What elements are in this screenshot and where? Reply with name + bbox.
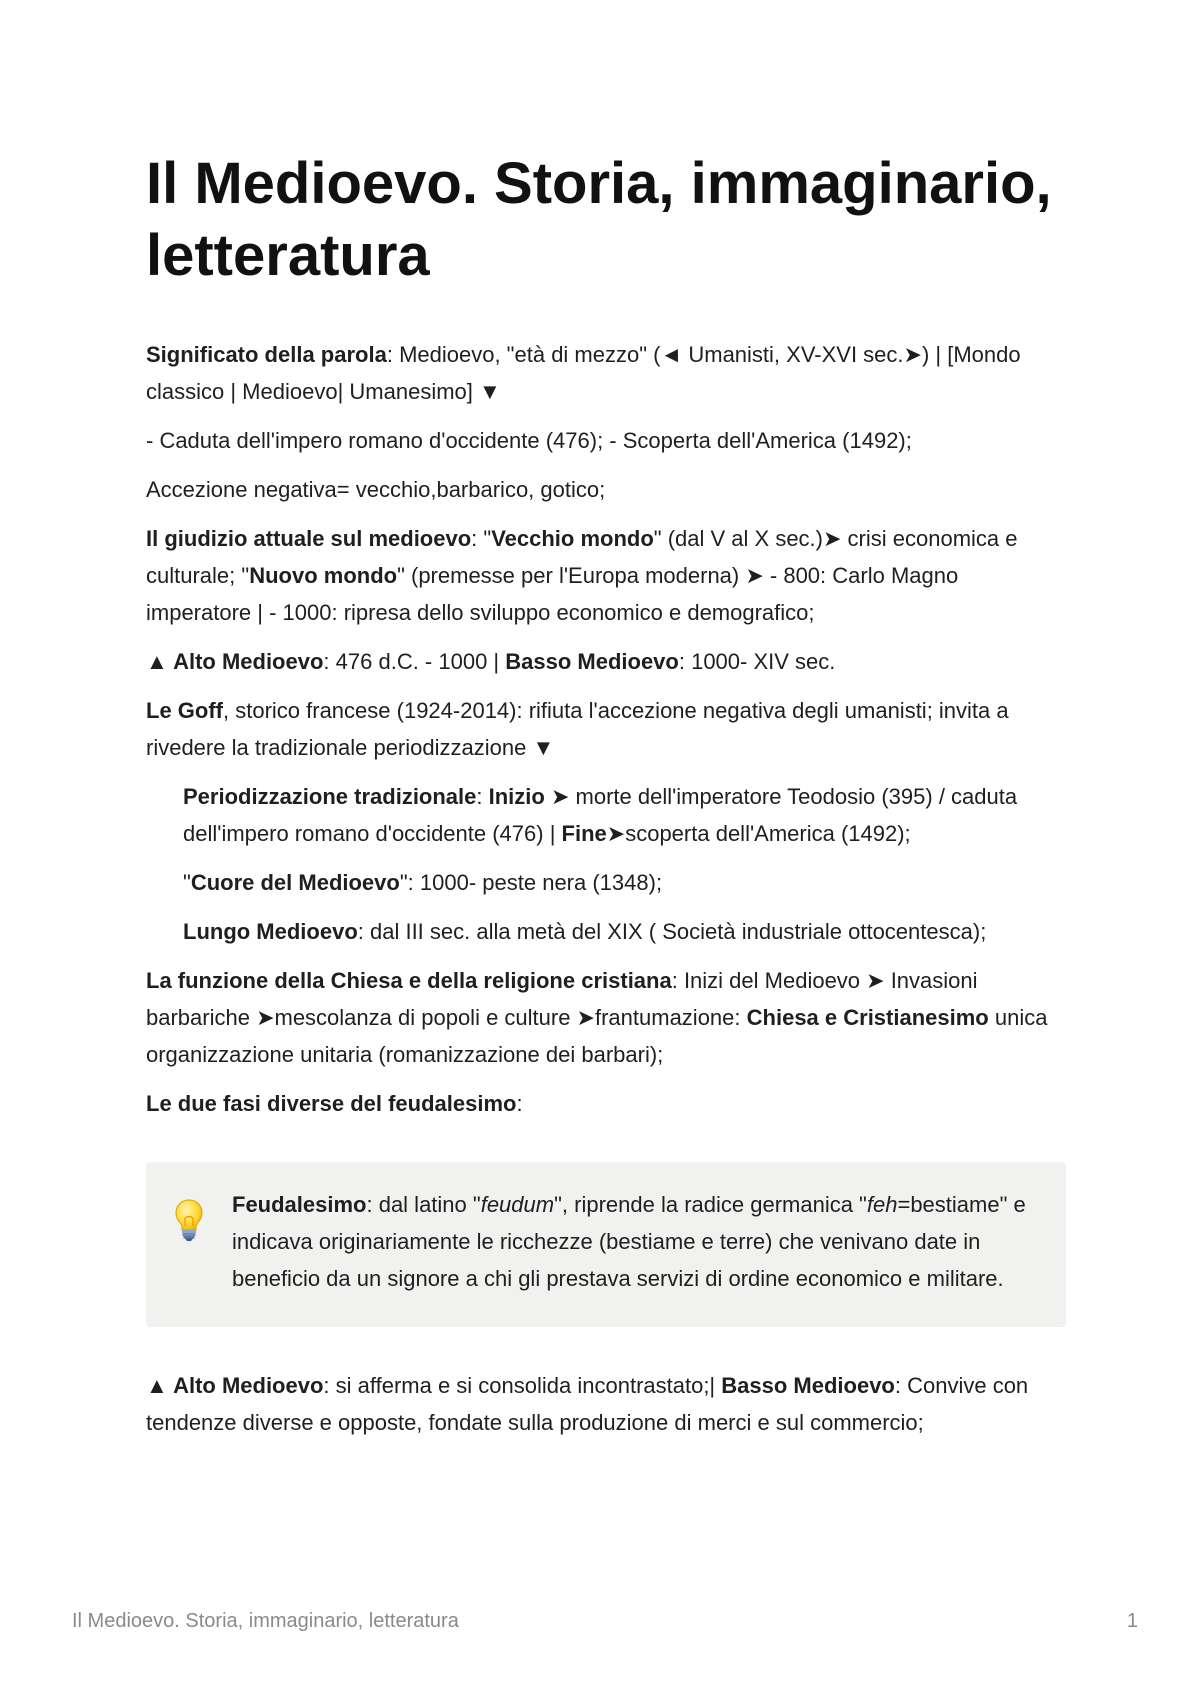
paragraph-periodizzazione	[146, 778, 1066, 852]
italic-term: feudum	[480, 1192, 555, 1217]
text: : dal latino "	[366, 1192, 481, 1217]
paragraph-significato	[146, 336, 1066, 410]
italic-term: feh	[866, 1192, 898, 1217]
callout-feudalesimo	[146, 1162, 1066, 1327]
text: " (dal V al X sec.)➤ crisi economica e culturale; "	[146, 526, 1018, 588]
bold-term: Inizio	[488, 784, 545, 809]
bold-term: Vecchio mondo	[491, 526, 654, 551]
paragraph-date-limite: - Caduta dell'impero romano d'occidente (476); - Scoperta dell'America (1492);	[146, 428, 912, 453]
bold-term: ▲ Alto Medioevo	[146, 1373, 324, 1398]
text: ", riprende la radice germanica "	[554, 1192, 867, 1217]
bold-term: Nuovo mondo	[249, 563, 398, 588]
paragraph-giudizio	[146, 520, 1066, 631]
bold-term: Il giudizio attuale sul medioevo	[146, 526, 472, 551]
text: ": 1000- peste nera (1348);	[399, 870, 663, 895]
bold-term: Le Goff	[146, 698, 223, 723]
paragraph-cuore	[146, 864, 1066, 901]
text: : "	[471, 526, 492, 551]
document-body	[146, 336, 1066, 1453]
text: " (premesse per l'Europa moderna) ➤ - 800: Carlo Magno imperatore | - 1000: ripresa dello sviluppo economico e demografico;	[146, 563, 959, 625]
bold-term: Lungo Medioevo	[183, 919, 358, 944]
paragraph-chiesa	[146, 962, 1066, 1073]
bold-term: La funzione della Chiesa e della religione cristiana	[146, 968, 672, 993]
paragraph-alto-basso	[146, 643, 1066, 680]
text: : 1000- XIV sec.	[678, 649, 836, 674]
text: =bestiame" e indicava originariamente le ricchezze (bestiame e terre) che venivano date in beneficio da un signore a chi gli prestava servizi di ordine economico e militare.	[232, 1192, 1026, 1291]
paragraph-accezione: Accezione negativa= vecchio,barbarico, gotico;	[146, 477, 606, 502]
bold-term: Chiesa e Cristianesimo	[746, 1005, 989, 1030]
text: : Inizi del Medioevo ➤ Invasioni barbariche ➤mescolanza di popoli e culture ➤frantumazione:	[146, 968, 978, 1030]
bold-term: Basso Medioevo	[505, 649, 679, 674]
text: "	[183, 870, 191, 895]
paragraph-fasi	[146, 1367, 1066, 1441]
paragraph-le-goff	[146, 692, 1066, 766]
page-number: 1	[1126, 1610, 1138, 1632]
text: , storico francese (1924-2014): rifiuta l'accezione negativa degli umanisti; invita a rivedere la tradizionale periodizzazione ▼	[146, 698, 1009, 760]
bold-term: Basso Medioevo	[721, 1373, 895, 1398]
bold-term: Fine	[561, 821, 607, 846]
text: : 476 d.C. - 1000 |	[323, 649, 506, 674]
callout-text	[232, 1186, 1036, 1297]
paragraph-feudalesimo-heading	[146, 1085, 1066, 1122]
paragraph-lungo	[146, 913, 1066, 950]
bold-term: Feudalesimo	[232, 1192, 367, 1217]
text: :	[516, 1091, 523, 1116]
text: : si afferma e si consolida incontrastato;|	[323, 1373, 722, 1398]
bold-term: ▲ Alto Medioevo	[146, 649, 324, 674]
text: : dal III sec. alla metà del XIX ( Società industriale ottocentesca);	[357, 919, 987, 944]
text: unica organizzazione unitaria (romanizzazione dei barbari);	[146, 1005, 1048, 1067]
text: : Medioevo, "età di mezzo" (◄ Umanisti, XV-XVI sec.➤) | [Mondo classico | Medioevo| Umanesimo] ▼	[146, 342, 1021, 404]
lightbulb-icon	[174, 1198, 204, 1242]
text: : Convive con tendenze diverse e opposte, fondate sulla produzione di merci e sul commercio;	[146, 1373, 1029, 1435]
bold-term: Periodizzazione tradizionale	[183, 784, 477, 809]
text: ➤scoperta dell'America (1492);	[606, 821, 911, 846]
footer-title: Il Medioevo. Storia, immaginario, letteratura	[72, 1610, 459, 1632]
bold-term: Cuore del Medioevo	[190, 870, 400, 895]
bold-term: Significato della parola	[146, 342, 387, 367]
page-title: Il Medioevo. Storia, immaginario, letteratura	[146, 151, 1052, 288]
text: ➤ morte dell'imperatore Teodosio (395) / caduta dell'impero romano d'occidente (476) |	[183, 784, 1018, 846]
bold-term: Le due fasi diverse del feudalesimo	[146, 1091, 517, 1116]
text: :	[476, 784, 489, 809]
